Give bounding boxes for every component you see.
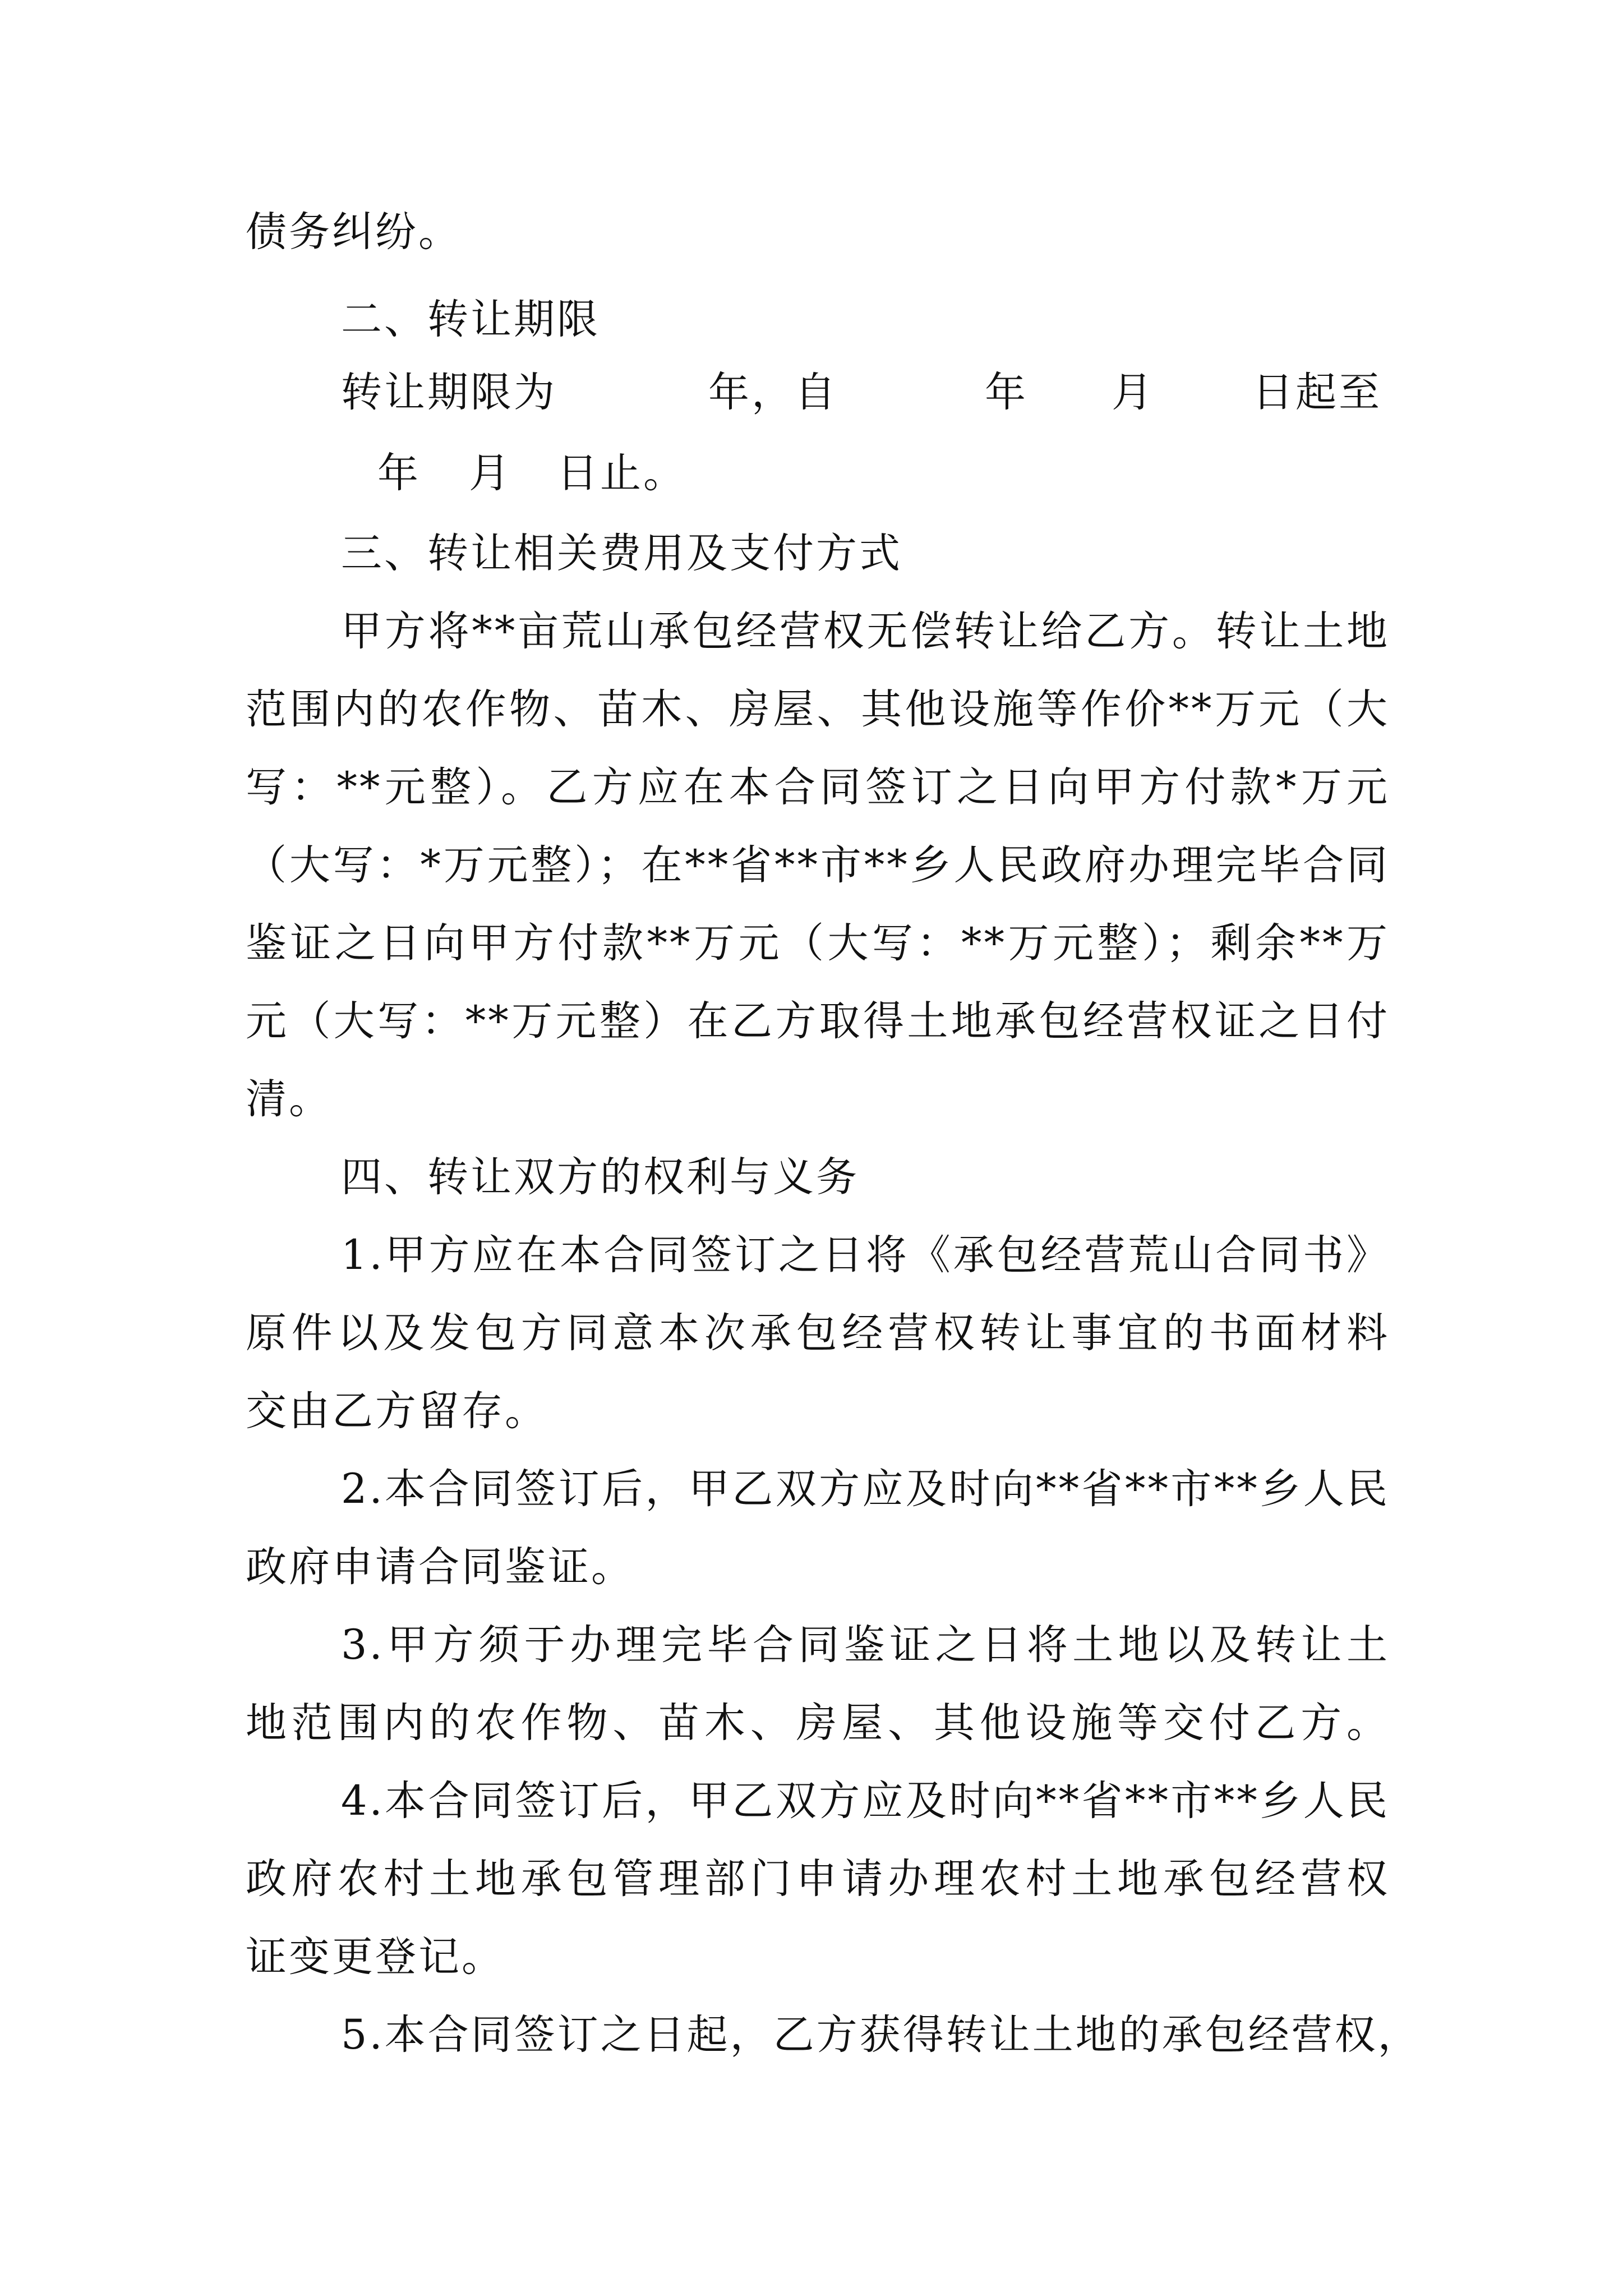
year-end-label: 年 xyxy=(377,449,421,497)
paragraph-fees-line-3: 写：**元整）。乙方应在本合同签订之日向甲方付款*万元 xyxy=(246,763,1390,811)
paragraph-fees-line-2: 范围内的农作物、苗木、房屋、其他设施等作价**万元（大 xyxy=(246,685,1390,733)
clause-4-line-2: 政府农村土地承包管理部门申请办理农村土地承包经营权 xyxy=(246,1855,1390,1903)
clause-1-line-1: 1.甲方应在本合同签订之日将《承包经营荒山合同书》 xyxy=(341,1231,1390,1279)
paragraph-fees-line-7: 清。 xyxy=(246,1075,332,1123)
day-start-label: 日起至 xyxy=(1252,369,1382,416)
year-from-label: 年，自 xyxy=(708,369,838,416)
paragraph-fees-line-4: （大写：*万元整）；在**省**市**乡人民政府办理完毕合同 xyxy=(246,841,1390,889)
month-start-label: 月 xyxy=(1112,369,1155,416)
clause-3-line-2: 地范围内的农作物、苗木、房屋、其他设施等交付乙方。 xyxy=(246,1699,1390,1747)
section-heading-rights-obligations: 四、转让双方的权利与义务 xyxy=(341,1153,859,1201)
text-line-1: 债务纠纷。 xyxy=(246,208,462,256)
clause-1-line-3: 交由乙方留存。 xyxy=(246,1387,548,1435)
clause-1-line-2: 原件以及发包方同意本次承包经营权转让事宜的书面材料 xyxy=(246,1309,1390,1357)
clause-5-line-1: 5.本合同签订之日起，乙方获得转让土地的承包经营权， xyxy=(341,2011,1421,2059)
clause-3-line-1: 3.甲方须于办理完毕合同鉴证之日将土地以及转让土 xyxy=(341,1621,1390,1669)
clause-2-line-2: 政府申请合同鉴证。 xyxy=(246,1543,634,1591)
month-end-label: 月 xyxy=(469,449,512,497)
section-heading-transfer-period: 二、转让期限 xyxy=(341,296,600,343)
year-start-label: 年 xyxy=(985,369,1028,416)
clause-2-line-1: 2.本合同签订后，甲乙双方应及时向**省**市**乡人民 xyxy=(341,1465,1390,1513)
paragraph-fees-line-5: 鉴证之日向甲方付款**万元（大写：**万元整）；剩余**万 xyxy=(246,919,1390,967)
day-end-label: 日止。 xyxy=(557,449,686,497)
clause-4-line-3: 证变更登记。 xyxy=(246,1933,505,1981)
paragraph-fees-line-1: 甲方将**亩荒山承包经营权无偿转让给乙方。转让土地 xyxy=(341,608,1390,655)
transfer-period-label: 转让期限为 xyxy=(341,369,557,416)
paragraph-fees-line-6: 元（大写：**万元整）在乙方取得土地承包经营权证之日付 xyxy=(246,997,1390,1045)
section-heading-fees-payment: 三、转让相关费用及支付方式 xyxy=(341,530,902,577)
clause-4-line-1: 4.本合同签订后，甲乙双方应及时向**省**市**乡人民 xyxy=(341,1777,1390,1825)
